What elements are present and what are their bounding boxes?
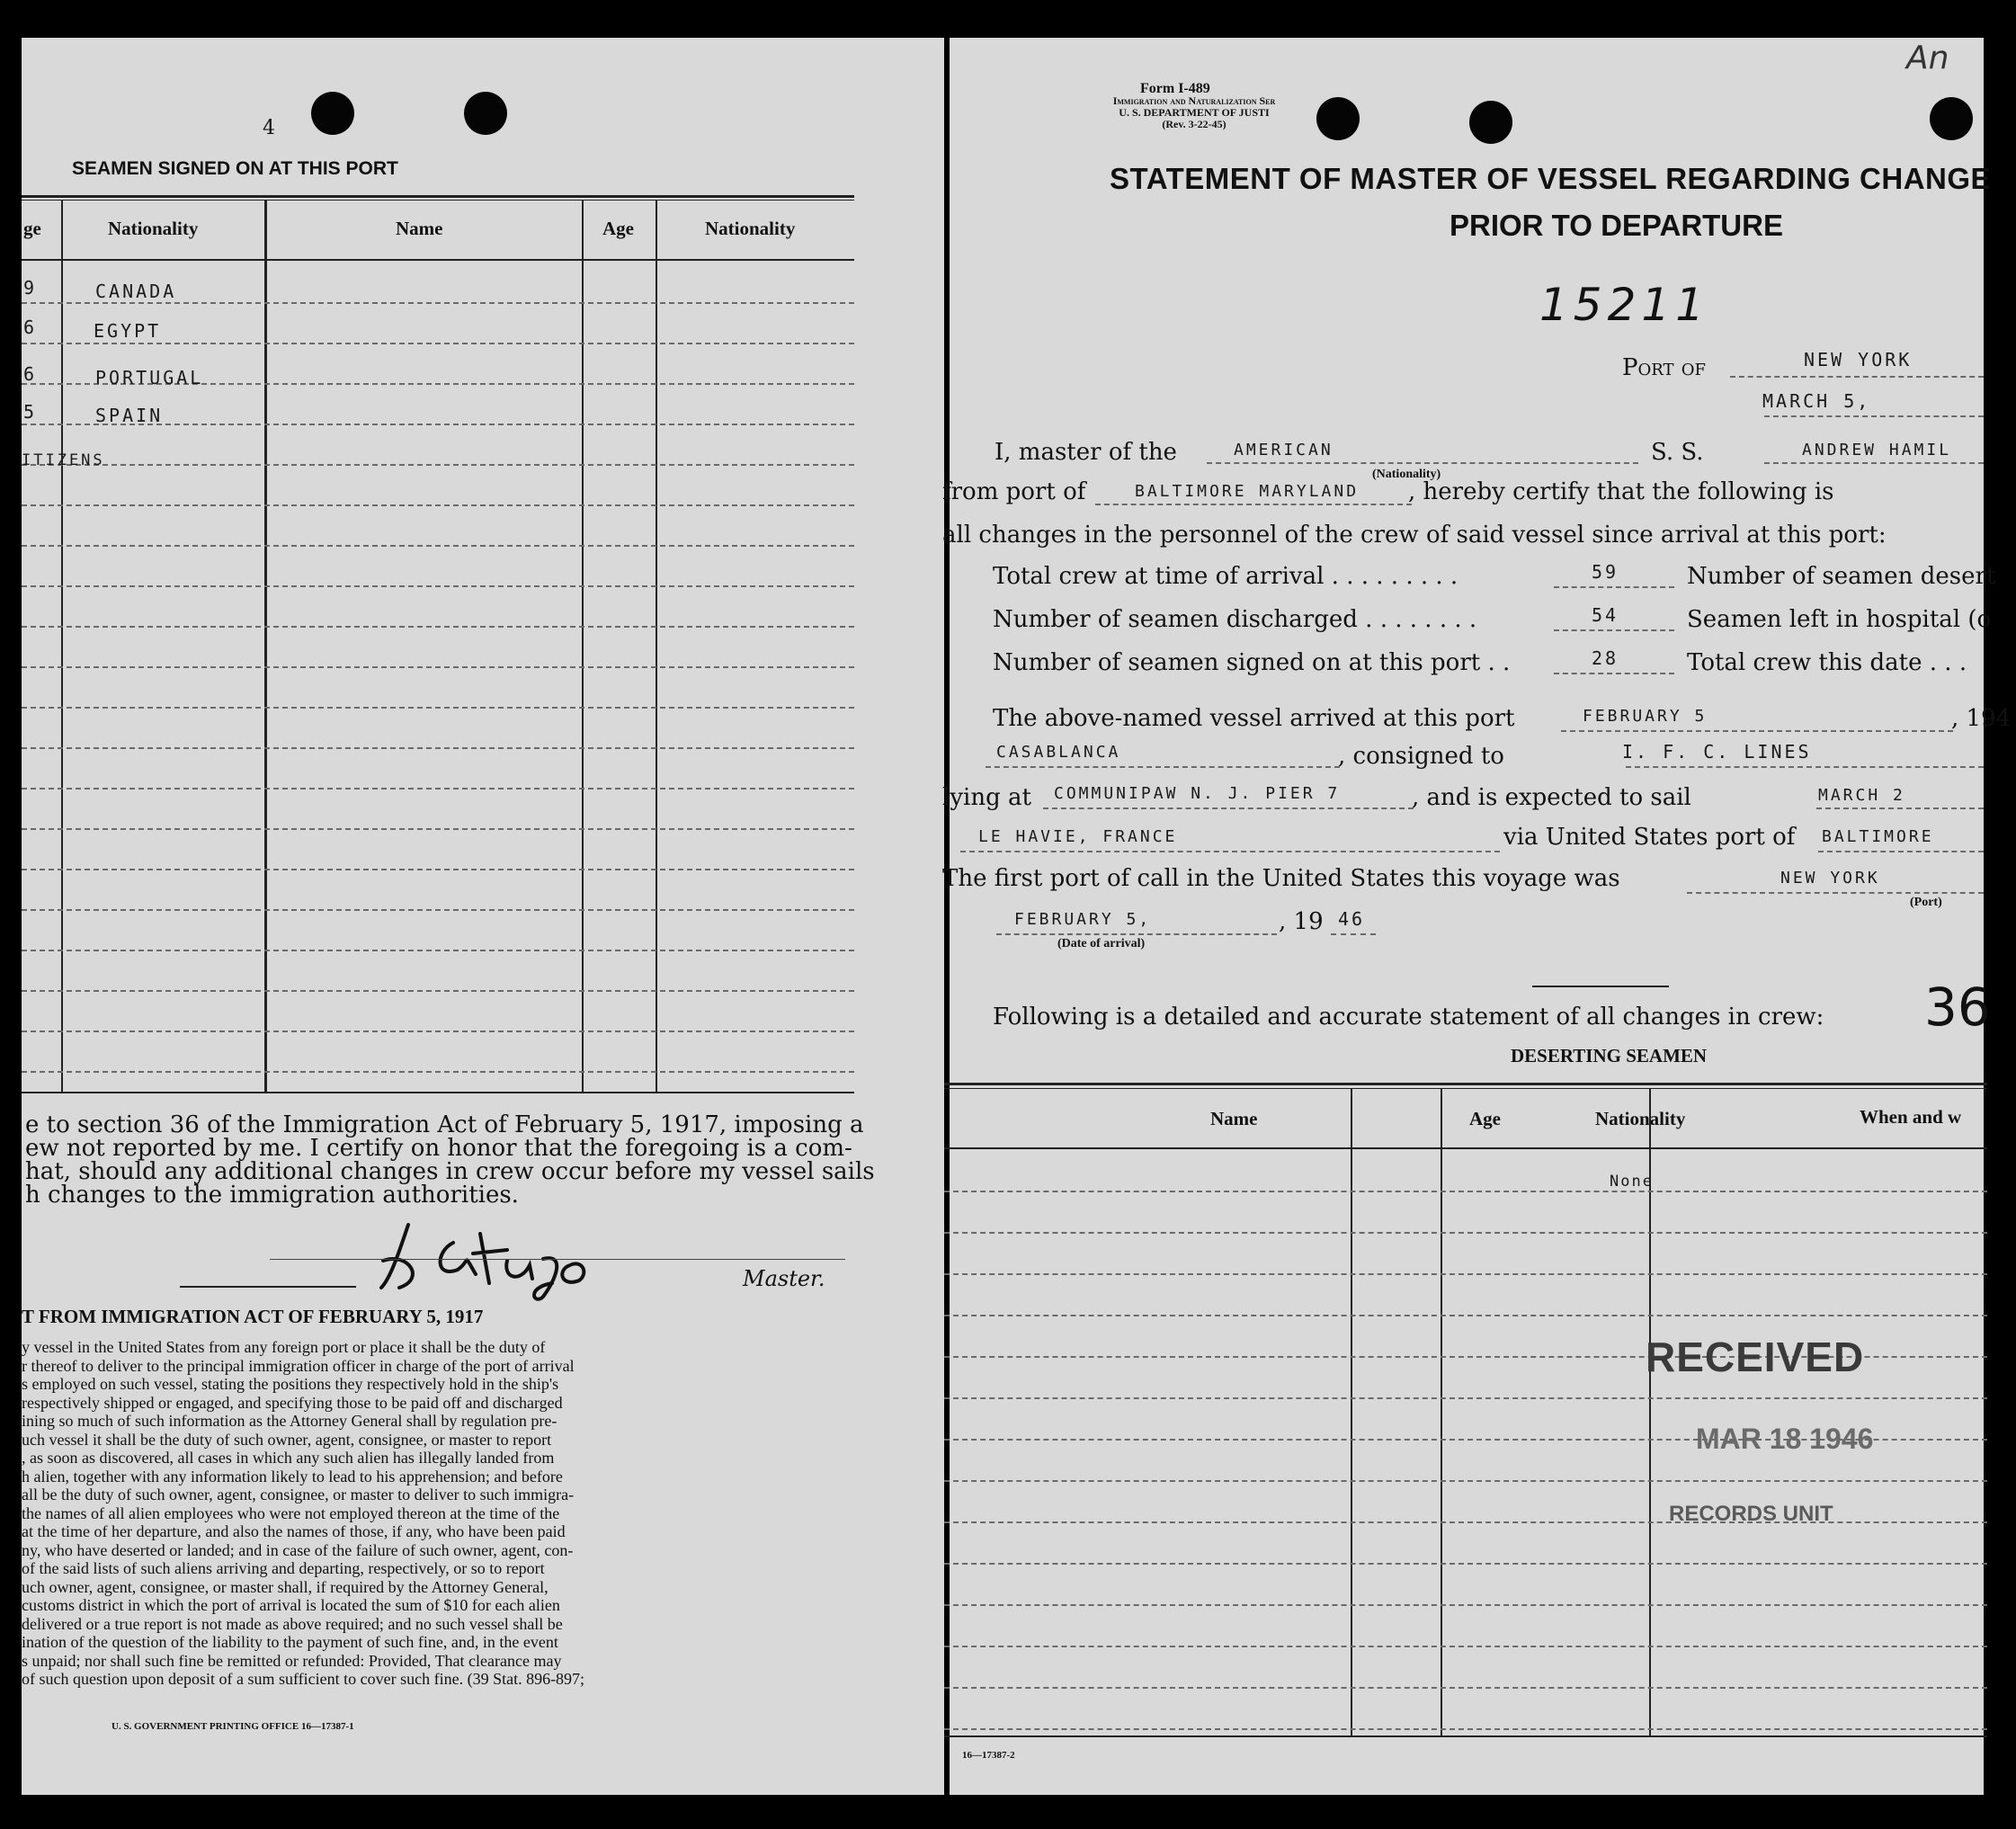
- form-number: Form I-489: [1140, 81, 1210, 96]
- column-divider: [1441, 1088, 1442, 1735]
- table-row-rule: [22, 302, 854, 304]
- count-right-label: Number of seamen desert: [1687, 563, 1996, 590]
- deserting-heading: DESERTING SEAMEN: [1511, 1045, 1708, 1066]
- table-row-rule: [944, 1191, 1987, 1192]
- signature-line: [270, 1259, 845, 1260]
- arrival-year-line: [1331, 933, 1376, 935]
- count-line: [1554, 629, 1674, 631]
- first-port-label: The first port of call in the United States this voyage was: [942, 865, 1620, 892]
- table-row-rule: [944, 1480, 1987, 1482]
- arrived-line: [1561, 730, 1953, 732]
- from-port-label: from port of: [942, 478, 1086, 505]
- count-label: Number of seamen signed on at this port . .: [993, 649, 1511, 676]
- table-row-rule: [22, 788, 854, 790]
- right-page: [942, 38, 2012, 1795]
- form-title: STATEMENT OF MASTER OF VESSEL REGARDING CHANGE: [1110, 162, 1992, 195]
- certify-text: , hereby certify that the following is: [1408, 478, 1834, 505]
- table-top-rule: [22, 200, 854, 201]
- column-header-nationality: Nationality: [1595, 1108, 1686, 1129]
- row-age: 9: [23, 277, 38, 299]
- arrival-year-value: 46: [1338, 908, 1366, 930]
- certification-text: e to section 36 of the Immigration Act of February 5, 1917, imposing a ew not reported by me. I certify on honor that the foregoing is a com- hat, should any additional changes in crew occur before my vessel sails h changes to the immigration authorities.: [25, 1111, 875, 1209]
- table-row-rule: [944, 1604, 1987, 1606]
- table-row-rule: [22, 1030, 854, 1032]
- first-port-value: NEW YORK: [1780, 869, 1880, 888]
- table-row-rule: [22, 828, 854, 830]
- sail-line: [1816, 807, 1984, 809]
- total-crew-arrival-value: 59: [1592, 561, 1619, 583]
- lying-line: [1043, 807, 1414, 809]
- count-right-label: Total crew this date . . .: [1687, 649, 1967, 676]
- from-port-line: [1095, 504, 1412, 505]
- table-row-rule: [22, 545, 854, 547]
- row-nationality: CANADA: [95, 281, 177, 302]
- table-row-rule: [22, 1071, 854, 1073]
- column-divider: [61, 200, 63, 1092]
- nationality-caption: (Nationality): [1372, 468, 1441, 481]
- count-label: Total crew at time of arrival . . . . . . . . .: [993, 563, 1458, 590]
- column-header-when: When and w: [1860, 1106, 1962, 1128]
- column-header-nationality: Nationality: [108, 218, 199, 239]
- column-divider: [582, 200, 584, 1092]
- table-top-rule: [944, 1088, 1987, 1089]
- row-age: 5: [23, 401, 38, 423]
- printer-line: 16—17387-2: [962, 1750, 1015, 1761]
- row-nationality: PORTUGAL: [95, 367, 204, 388]
- arrival-date-line: [996, 933, 1277, 935]
- master-label: Master.: [743, 1266, 825, 1291]
- left-page: [22, 38, 944, 1795]
- none-value: None: [1610, 1173, 1654, 1191]
- arrival-year-prefix: , 19: [1279, 908, 1324, 935]
- sail-value: MARCH 2: [1818, 786, 1905, 805]
- act-text: y vessel in the United States from any foreign port or place it shall be the duty of r thereof to deliver to the principal immigration officer in charge of the port of arrival s employed on such vessel, stating the positions they respectively hold in the ship's respectively shipped or engaged, and specifying those to be paid off and discharged ining so much of such information as the Attorney General shall by regulation pre- uch vessel it shall be the duty of such owner, agent, consignee, or master to report , as soon as discovered, all cases in which any such alien has illegally landed from h alien, together with any information likely to lead to his apprehension; and before all be the duty of such owner, agent, consignee, or master to deliver to such immigra- the names of all alien employees who were not employed thereon at the time of the at the time of her departure, and also the names of those, if any, who have been paid ny, who have deserted or landed; and in case of the failure of such owner, agent, con- of the said lists of such aliens arriving and departing, respectively, or so to report uch owner, agent, consignee, or master shall, if required by the Attorney General, customs district in which the port of arrival is located the sum of $10 for each alien delivered or a true report is not made as above required; and no such vessel shall be ination of the question of the liability to the payment of such fine, and, in the event s unpaid; nor shall such fine be remitted or refunded: Provided, That clearance may of such question upon deposit of a sum sufficient to cover such fine. (39 Stat. 896-897;: [22, 1338, 585, 1688]
- ss-label: S. S.: [1651, 439, 1704, 466]
- table-row-rule: [944, 1315, 1987, 1316]
- table-row-rule: [22, 666, 854, 668]
- port-value: NEW YORK: [1804, 349, 1913, 370]
- ss-line: [1764, 462, 1984, 464]
- punch-hole: [1469, 101, 1512, 144]
- column-header-name: Name: [1210, 1108, 1258, 1129]
- row-age: 6: [23, 363, 38, 385]
- printer-line: U. S. GOVERNMENT PRINTING OFFICE 16—17387-1: [112, 1721, 354, 1732]
- table-row-rule: [944, 1397, 1987, 1399]
- row-nationality: SPAIN: [95, 405, 164, 426]
- seamen-signed-on-value: 28: [1592, 647, 1619, 669]
- changes-text: all changes in the personnel of the crew of said vessel since arrival at this port:: [942, 522, 1887, 549]
- consigned-line: [1626, 766, 1984, 768]
- seamen-discharged-value: 54: [1592, 604, 1619, 626]
- table-row-rule: [944, 1687, 1987, 1689]
- table-row-rule: [22, 504, 854, 506]
- count-right-label: Seamen left in hospital (o: [1687, 606, 1992, 633]
- date-value: MARCH 5,: [1762, 390, 1871, 412]
- separator-rule: [180, 1286, 356, 1288]
- from-value: CASABLANCA: [996, 743, 1121, 762]
- received-stamp: RECEIVED: [1646, 1334, 1865, 1380]
- count-line: [1554, 586, 1674, 588]
- arrived-year: , 194: [1951, 705, 2012, 732]
- act-heading: T FROM IMMIGRATION ACT OF FEBRUARY 5, 1917: [22, 1306, 484, 1327]
- via-value: BALTIMORE: [1822, 827, 1934, 846]
- column-header-age-2: Age: [602, 218, 634, 239]
- table-top-rule: [22, 195, 854, 198]
- table-row-rule: [22, 990, 854, 992]
- destination-value: LE HAVIE, FRANCE: [978, 827, 1178, 846]
- table-row-rule: [944, 1232, 1987, 1234]
- destination-line: [960, 851, 1500, 852]
- sail-label: , and is expected to sail: [1412, 784, 1691, 811]
- page-number: 4: [263, 117, 275, 139]
- following-text: Following is a detailed and accurate statement of all changes in crew:: [993, 1004, 1824, 1030]
- table-row-rule: [22, 869, 854, 870]
- table-row-rule: [22, 585, 854, 587]
- port-line: [1730, 376, 1984, 378]
- row-nationality: EGYPT: [94, 320, 162, 342]
- table-row-rule: [22, 464, 854, 466]
- section-title: SEAMEN SIGNED ON AT THIS PORT: [72, 158, 398, 179]
- master-of-label: I, master of the: [995, 439, 1177, 466]
- lying-value: COMMUNIPAW N. J. PIER 7: [1054, 784, 1341, 803]
- table-row-rule: [944, 1273, 1987, 1275]
- date-line: [1764, 415, 1984, 417]
- consigned-label: , consigned to: [1338, 743, 1504, 770]
- column-header-name: Name: [396, 218, 443, 239]
- file-number: 15211: [1539, 279, 1710, 331]
- port-label: Port of: [1622, 354, 1707, 381]
- punch-hole: [1930, 97, 1973, 140]
- table-row-rule: [944, 1728, 1987, 1730]
- arrival-date-value: FEBRUARY 5,: [1014, 910, 1152, 929]
- master-signature: [372, 1198, 660, 1306]
- table-bottom-rule: [944, 1735, 1987, 1737]
- arrived-value: FEBRUARY 5: [1583, 707, 1708, 726]
- table-row-rule: [944, 1563, 1987, 1565]
- margin-number: 36: [1924, 977, 1991, 1038]
- received-stamp-unit: RECORDS UNIT: [1669, 1502, 1833, 1526]
- lying-label: lying at: [942, 784, 1031, 811]
- consigned-value: I. F. C. LINES: [1622, 741, 1812, 763]
- column-divider: [264, 200, 267, 1092]
- count-label: Number of seamen discharged . . . . . . . .: [993, 606, 1477, 633]
- date-caption: (Date of arrival): [1057, 937, 1146, 950]
- port-caption: (Port): [1910, 896, 1942, 909]
- citizens-note: ITIZENS: [22, 451, 105, 469]
- table-top-rule: [944, 1083, 1987, 1085]
- nationality-value: AMERICAN: [1234, 441, 1334, 459]
- table-header-rule: [944, 1147, 1987, 1149]
- table-row-rule: [22, 707, 854, 709]
- agency-block: Immigration and Naturalization Ser U. S. DEPARTMENT OF JUSTI (Rev. 3-22-45): [1112, 94, 1276, 130]
- nationality-line: [1207, 462, 1638, 464]
- received-stamp-date: MAR 18 1946: [1696, 1423, 1874, 1455]
- table-row-rule: [944, 1646, 1987, 1647]
- column-divider: [1351, 1088, 1352, 1735]
- table-row-rule: [22, 626, 854, 628]
- from-port-value: BALTIMORE MARYLAND: [1135, 482, 1360, 501]
- punch-hole: [311, 92, 354, 135]
- table-row-rule: [22, 950, 854, 951]
- column-divider: [656, 200, 657, 1092]
- from-line: [986, 766, 1340, 768]
- column-header-nationality-2: Nationality: [705, 218, 796, 239]
- table-row-rule: [22, 343, 854, 344]
- arrived-label: The above-named vessel arrived at this port: [993, 705, 1515, 732]
- ss-value: ANDREW HAMIL: [1802, 441, 1952, 459]
- via-line: [1818, 851, 1984, 852]
- column-header-age: Age: [1469, 1108, 1501, 1129]
- via-label: via United States port of: [1503, 824, 1796, 851]
- separator-rule: [1532, 986, 1669, 987]
- column-header-age: ge: [23, 218, 41, 239]
- table-bottom-rule: [22, 1092, 854, 1093]
- table-row-rule: [22, 747, 854, 749]
- first-port-line: [1687, 892, 1984, 894]
- row-age: 6: [23, 317, 38, 338]
- corner-note: An: [1906, 40, 1949, 76]
- table-row-rule: [22, 909, 854, 911]
- form-subtitle: PRIOR TO DEPARTURE: [1450, 209, 1783, 242]
- punch-hole: [464, 92, 507, 135]
- table-header-rule: [22, 259, 854, 261]
- count-line: [1554, 673, 1674, 674]
